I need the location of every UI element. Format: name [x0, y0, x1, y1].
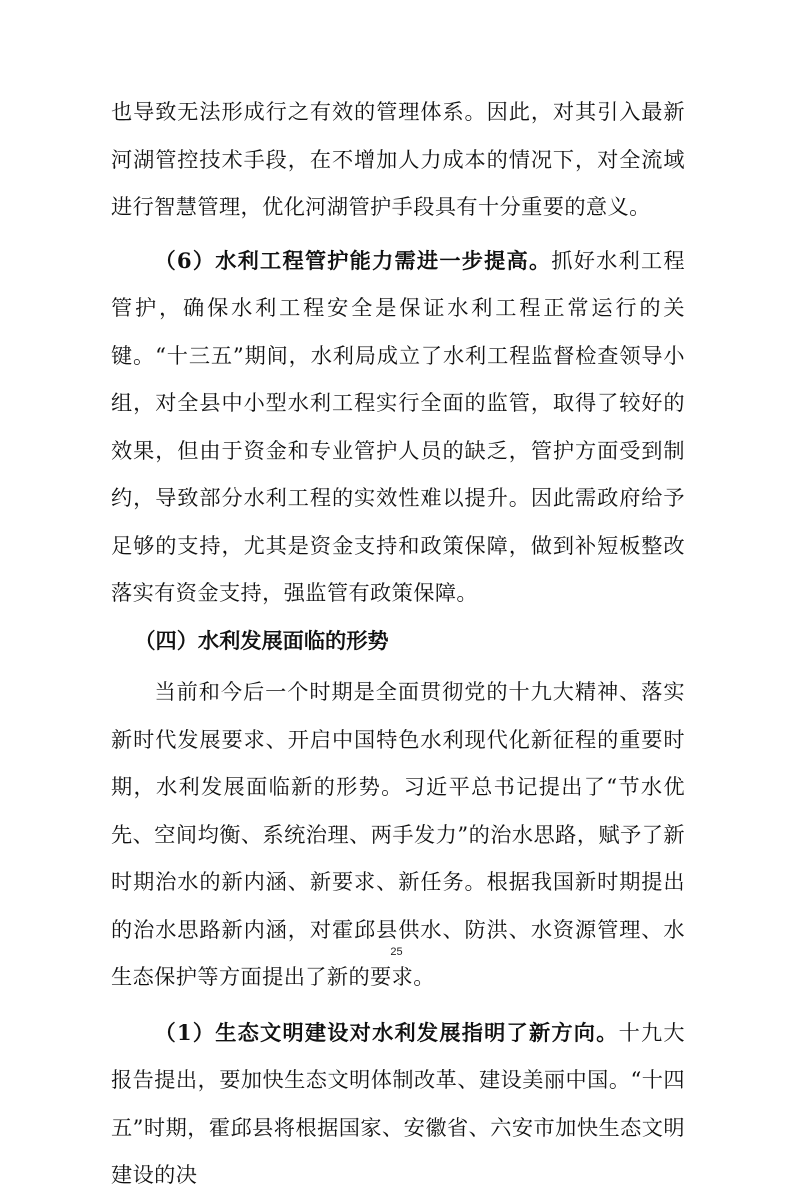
paragraph-text: 抓好水利工程管护，确保水利工程安全是保证水利工程正常运行的关键。“十三五”期间，水利局成立了水利工程监督检查领导小组，对全县中小型水利工程实行全面的监管，取得了较好的效果，但由于资金和专业管护人员的缺乏，管护方面受到制约，导致部分水利工程的实效性难以提升。因此需政府给予足够的支持，尤其是资金支持和政策保障，做到补短板整改落实有资金支持，强监管有政策保障。: [111, 247, 685, 605]
paragraph-text: 十九大报告提出，要加快生态文明体制改革、建设美丽中国。“十四五”时期，霍邱县将根据国家、安徽省、六安市加快生态文明建设的决: [111, 1019, 685, 1187]
page-number: 25: [390, 946, 403, 958]
page-content: [111, 88, 685, 1199]
paragraph-engineering-maintenance: [111, 237, 685, 617]
paragraph-lead: （6）水利工程管护能力需进一步提高。: [154, 247, 552, 273]
paragraph-text: 当前和今后一个时期是全面贯彻党的十九大精神、落实新时代发展要求、开启中国特色水利现代化新征程的重要时期，水利发展面临新的形势。习近平总书记提出了“节水优先、空间均衡、系统治理、两手发力”的治水思路，赋予了新时期治水的新内涵、新要求、新任务。根据我国新时期提出的治水思路新内涵，对霍邱县供水、防洪、水资源管理、水生态保护等方面提出了新的要求。: [111, 679, 685, 989]
paragraph-ecological-civilization: [111, 1009, 685, 1199]
paragraph-continuation: [111, 88, 685, 231]
paragraph-text: 也导致无法形成行之有效的管理体系。因此，对其引入最新河湖管控技术手段，在不增加人力成本的情况下，对全流域进行智慧管理，优化河湖管护手段具有十分重要的意义。: [111, 99, 685, 219]
paragraph-lead: （1）生态文明建设对水利发展指明了新方向。: [154, 1019, 619, 1045]
section-heading: （四）水利发展面临的形势: [134, 627, 389, 653]
